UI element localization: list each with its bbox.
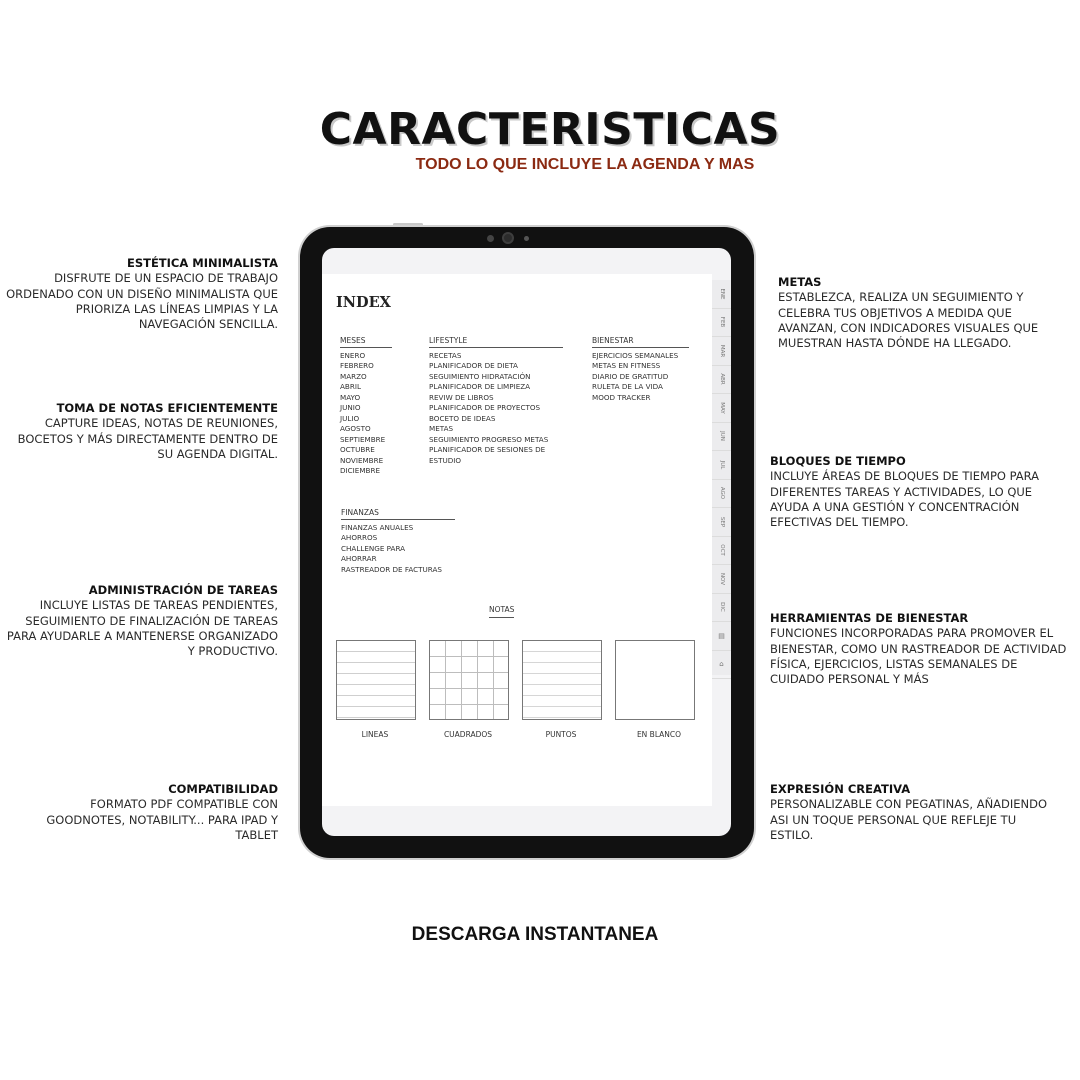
template-en-blanco[interactable] — [615, 640, 695, 720]
sensor-icon — [487, 235, 494, 242]
finanzas-item[interactable]: CHALLENGE PARA — [341, 543, 406, 553]
month-tab-label: AGO — [718, 487, 725, 500]
finanzas-item[interactable]: RASTREADOR DE FACTURAS — [341, 564, 442, 574]
meses-item[interactable]: SEPTIEMBRE — [340, 434, 386, 444]
feature-estetica — [0, 256, 278, 332]
month-tab-label: ABR — [718, 373, 725, 385]
month-tab[interactable] — [712, 366, 731, 395]
feature-body: PERSONALIZABLE CON PEGATINAS, AÑADIENDO ASI UN TOQUE PERSONAL QUE REFLEJE TU ESTILO. — [770, 797, 1048, 842]
tablet-device — [300, 227, 754, 858]
template-cuadrados[interactable] — [429, 640, 509, 720]
finanzas-item[interactable]: FINANZAS ANUALES — [341, 523, 414, 532]
feature-body: FORMATO PDF COMPATIBLE CON GOODNOTES, NOTABILITY... PARA IPAD Y TABLET — [46, 797, 278, 842]
feature-expresion — [770, 782, 1050, 843]
meses-item[interactable]: MARZO — [340, 371, 367, 381]
lifestyle-item[interactable]: SEGUIMIENTO PROGRESO METAS — [429, 434, 549, 444]
month-tab[interactable] — [712, 594, 731, 623]
month-tab-label: FEB — [718, 317, 725, 328]
meses-item[interactable]: FEBRERO — [340, 361, 374, 371]
month-tab[interactable] — [712, 423, 731, 452]
meses-item[interactable]: NOVIEMBRE — [340, 455, 384, 465]
camera-icon — [502, 232, 514, 244]
meses-item[interactable]: JULIO — [340, 413, 360, 423]
finanzas-column — [341, 508, 455, 575]
feature-body: INCLUYE ÁREAS DE BLOQUES DE TIEMPO PARA DIFERENTES TAREAS Y ACTIVIDADES, LO QUE AYUDA A UNA GESTIÓN Y CONCENTRACIÓN EFECTIVAS DEL TIEMPO. — [770, 469, 1040, 530]
month-tab-label: SEP — [718, 516, 725, 527]
bienestar-item[interactable]: DIARIO DE GRATITUD — [592, 371, 669, 381]
feature-title: COMPATIBILIDAD — [168, 782, 278, 796]
month-tab[interactable] — [712, 480, 731, 509]
tablet-side-button — [754, 277, 757, 335]
month-tabs — [712, 280, 731, 675]
flash-icon — [524, 236, 529, 241]
meses-item[interactable]: MAYO — [340, 392, 361, 402]
feature-title: METAS — [778, 275, 822, 289]
home-tab[interactable] — [712, 651, 731, 680]
lifestyle-item[interactable]: METAS — [429, 424, 454, 434]
month-tab-label: MAY — [718, 402, 725, 414]
feature-title: HERRAMIENTAS DE BIENESTAR — [770, 611, 969, 625]
lifestyle-item[interactable]: PLANIFICADOR DE SESIONES DE — [429, 445, 546, 455]
bienestar-column — [592, 336, 689, 403]
lifestyle-heading: LIFESTYLE — [429, 336, 563, 348]
feature-body: INCLUYE LISTAS DE TAREAS PENDIENTES, SEGUIMIENTO DE FINALIZACIÓN DE TAREAS PARA AYUDARLE A MANTENERSE ORGANIZADO Y PRODUCTIVO. — [6, 598, 278, 659]
meses-item[interactable]: JUNIO — [340, 403, 361, 413]
template-label-puntos[interactable]: PUNTOS — [545, 730, 577, 739]
month-tab[interactable] — [712, 537, 731, 566]
meses-column — [340, 336, 392, 476]
month-tab[interactable] — [712, 508, 731, 537]
feature-title: ESTÉTICA MINIMALISTA — [126, 256, 278, 270]
feature-bloques-tiempo — [770, 454, 1068, 530]
month-tab-label: MAR — [718, 344, 725, 357]
feature-compatibilidad — [30, 782, 278, 843]
bienestar-item[interactable]: EJERCICIOS SEMANALES — [592, 351, 679, 360]
calendar-icon: ▤ — [718, 631, 725, 640]
page-title: CARACTERISTICAS — [319, 104, 781, 155]
template-lineas[interactable] — [336, 640, 416, 720]
bienestar-item[interactable]: RULETA DE LA VIDA — [592, 382, 663, 392]
lifestyle-item[interactable]: BOCETO DE IDEAS — [429, 413, 496, 423]
lifestyle-item[interactable]: SEGUIMIENTO HIDRATACIÓN — [429, 371, 531, 381]
lifestyle-item[interactable]: PLANIFICADOR DE PROYECTOS — [429, 403, 541, 413]
bienestar-heading: BIENESTAR — [592, 336, 689, 348]
calendar-tab[interactable] — [712, 622, 731, 651]
lifestyle-item[interactable]: PLANIFICADOR DE LIMPIEZA — [429, 382, 531, 392]
finanzas-heading: FINANZAS — [341, 508, 455, 520]
feature-administracion — [0, 583, 278, 659]
feature-body: CAPTURE IDEAS, NOTAS DE REUNIONES, BOCETOS Y MÁS DIRECTAMENTE DENTRO DE SU AGENDA DIGITAL. — [17, 416, 278, 461]
template-label-lineas[interactable]: LINEAS — [361, 730, 389, 739]
lifestyle-item[interactable]: RECETAS — [429, 351, 462, 360]
meses-item[interactable]: ABRIL — [340, 382, 361, 392]
month-tab[interactable] — [712, 451, 731, 480]
bienestar-item[interactable]: MOOD TRACKER — [592, 392, 651, 402]
meses-item[interactable]: AGOSTO — [340, 424, 371, 434]
lifestyle-column — [429, 336, 563, 466]
month-tab[interactable] — [712, 337, 731, 366]
feature-title: BLOQUES DE TIEMPO — [770, 454, 906, 468]
month-tab-label: DIC — [718, 602, 725, 613]
meses-item[interactable]: DICIEMBRE — [340, 465, 381, 475]
month-tab[interactable] — [712, 280, 731, 309]
template-label-en-blanco[interactable]: EN BLANCO — [636, 730, 682, 739]
index-title: INDEX — [336, 294, 391, 311]
feature-metas — [778, 275, 1068, 351]
lifestyle-item[interactable]: ESTUDIO — [429, 455, 462, 465]
feature-body: ESTABLEZCA, REALIZA UN SEGUIMIENTO Y CELEBRA TUS OBJETIVOS A MEDIDA QUE AVANZAN, CON INDICADORES VISUALES QUE MUESTRAN HASTA DÓNDE HA LLEGADO. — [778, 290, 1039, 351]
template-label-cuadrados[interactable]: CUADRADOS — [443, 730, 493, 739]
finanzas-item[interactable]: AHORROS — [341, 533, 378, 543]
finanzas-item[interactable]: AHORRAR — [341, 554, 377, 564]
planner-index-page — [322, 274, 712, 806]
home-icon: ⌂ — [719, 660, 724, 669]
notas-heading: NOTAS — [489, 605, 514, 618]
feature-title: ADMINISTRACIÓN DE TAREAS — [88, 583, 278, 597]
tablet-top-button — [393, 223, 423, 226]
month-tab-label: JUL — [718, 460, 725, 470]
month-tab[interactable] — [712, 309, 731, 338]
month-tab[interactable] — [712, 394, 731, 423]
lifestyle-item[interactable]: REVIW DE LIBROS — [429, 392, 494, 402]
meses-heading: MESES — [340, 336, 392, 348]
meses-item[interactable]: ENERO — [340, 351, 366, 360]
month-tab-label: NOV — [718, 572, 725, 585]
month-tab-label: JUN — [718, 431, 725, 442]
month-tab[interactable] — [712, 565, 731, 594]
template-puntos[interactable] — [522, 640, 602, 720]
bienestar-item[interactable]: METAS EN FITNESS — [592, 361, 661, 371]
download-label: DESCARGA INSTANTANEA — [411, 924, 659, 945]
feature-bienestar — [770, 611, 1075, 687]
tablet-screen — [322, 248, 731, 836]
feature-body: FUNCIONES INCORPORADAS PARA PROMOVER EL BIENESTAR, COMO UN RASTREADOR DE ACTIVIDAD FÍSICA, EJERCICIOS, LISTAS SEMANALES DE CUIDADO PERSONAL Y MÁS — [770, 626, 1067, 687]
feature-title: EXPRESIÓN CREATIVA — [770, 782, 911, 796]
feature-title: TOMA DE NOTAS EFICIENTEMENTE — [56, 401, 278, 415]
feature-body: DISFRUTE DE UN ESPACIO DE TRABAJO ORDENADO CON UN DISEÑO MINIMALISTA QUE PRIORIZA LAS LÍNEAS LIMPIAS Y LA NAVEGACIÓN SENCILLA. — [6, 271, 278, 332]
meses-item[interactable]: OCTUBRE — [340, 445, 375, 455]
page-subtitle: TODO LO QUE INCLUYE LA AGENDA Y MAS — [415, 156, 755, 173]
month-tab-label: OCT — [718, 544, 725, 557]
lifestyle-item[interactable]: PLANIFICADOR DE DIETA — [429, 361, 518, 371]
feature-toma-notas — [0, 401, 278, 462]
month-tab-label: ENE — [718, 288, 725, 300]
